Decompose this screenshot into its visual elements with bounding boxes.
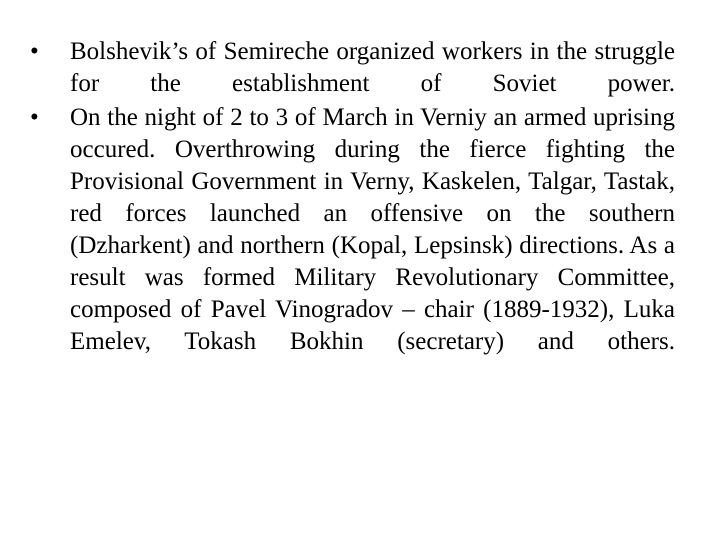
- bullet-text: Bolshevik’s of Semireche organized workers in the struggle for the establishment of Soviet power.: [70, 38, 675, 97]
- bullet-item-2: [30, 102, 675, 358]
- bullet-marker: •: [30, 104, 39, 131]
- bullet-item-1: [30, 36, 675, 100]
- bullet-marker: •: [30, 38, 39, 65]
- bullet-text: On the night of 2 to 3 of March in Verniy an armed uprising occured. Overthrowing during the fierce fighting the Provisional Government in Verny, Kaskelen, Talgar, Tastak, red forces launched an offensive on the southern (Dzharkent) and northern (Kopal, Lepsinsk) directions. As a result was formed Military Revolutionary Committee, composed of Pavel Vinogradov – chair (1889-1932), Luka Emelev, Tokash Bokhin (secretary) and others.: [70, 104, 675, 355]
- bullet-list: [30, 36, 675, 360]
